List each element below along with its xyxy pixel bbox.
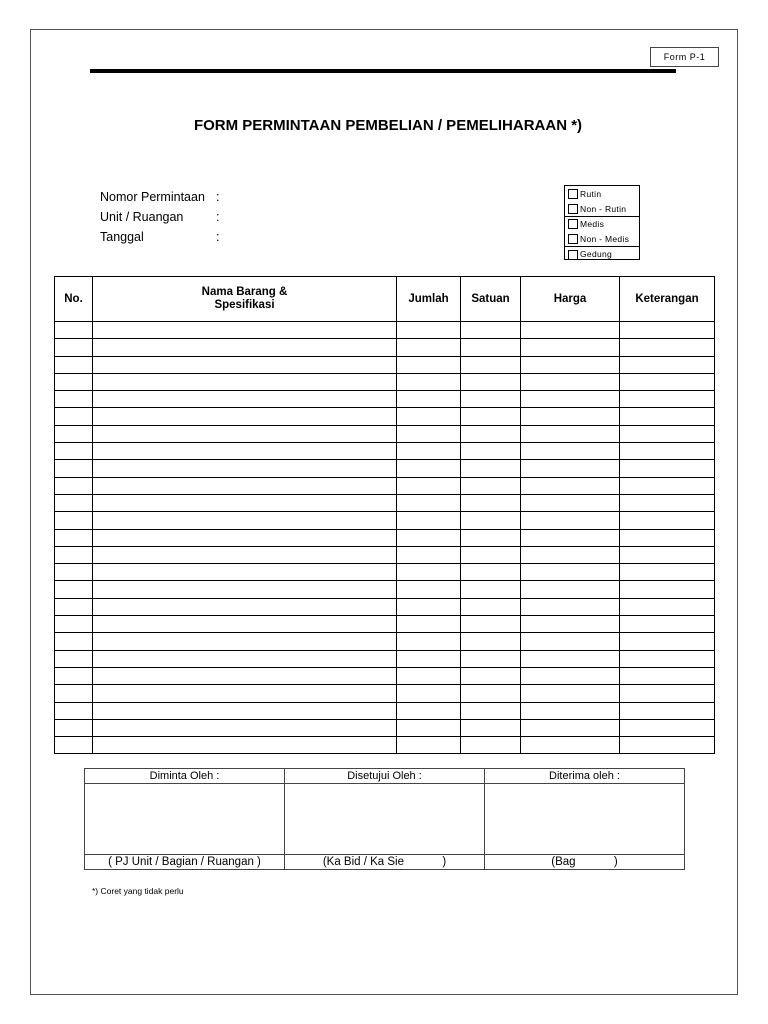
table-cell[interactable] [521,598,620,615]
table-cell[interactable] [397,737,461,754]
table-cell[interactable] [93,702,397,719]
table-cell[interactable] [620,564,715,581]
table-cell[interactable] [93,546,397,563]
table-cell[interactable] [55,702,93,719]
unit-room-row [100,207,219,227]
table-cell[interactable] [93,633,397,650]
table-cell[interactable] [521,391,620,408]
table-cell[interactable] [397,425,461,442]
table-cell[interactable] [397,373,461,390]
table-cell[interactable] [461,546,521,563]
footnote: *) Coret yang tidak perlu [92,886,184,896]
table-cell[interactable] [461,667,521,684]
table-row [55,408,715,425]
column-header-remarks: Keterangan [620,277,715,322]
table-cell[interactable] [397,512,461,529]
table-cell[interactable] [55,356,93,373]
table-row [55,339,715,356]
table-cell[interactable] [397,356,461,373]
table-cell[interactable] [521,529,620,546]
column-header-unit: Satuan [461,277,521,322]
table-row [55,425,715,442]
table-row [55,685,715,702]
table-cell[interactable] [521,373,620,390]
table-cell[interactable] [620,322,715,339]
checkbox-icon[interactable] [568,189,578,199]
requested-by-role: ( PJ Unit / Bagian / Ruangan ) [85,855,285,870]
column-header-no: No. [55,277,93,322]
table-cell[interactable] [93,650,397,667]
signature-header-row [85,769,685,784]
table-row [55,616,715,633]
table-cell[interactable] [93,425,397,442]
table-cell[interactable] [93,512,397,529]
table-cell[interactable] [461,564,521,581]
item-table [54,276,715,754]
received-by-label: Diterima oleh : [485,769,685,784]
table-cell[interactable] [521,546,620,563]
table-cell[interactable] [93,391,397,408]
table-cell[interactable] [461,356,521,373]
table-cell[interactable] [55,650,93,667]
table-cell[interactable] [521,685,620,702]
table-row [55,356,715,373]
table-row [55,477,715,494]
category-routine[interactable] [565,187,639,202]
table-cell[interactable] [461,494,521,511]
signature-footer-row [85,855,685,870]
table-cell[interactable] [521,425,620,442]
table-cell[interactable] [461,685,521,702]
table-cell[interactable] [620,719,715,736]
category-non-routine-label: Non - Rutin [580,203,627,214]
table-cell[interactable] [521,719,620,736]
table-cell[interactable] [55,494,93,511]
table-row [55,719,715,736]
checkbox-icon[interactable] [568,234,578,244]
table-cell[interactable] [620,391,715,408]
table-cell[interactable] [461,339,521,356]
table-cell[interactable] [461,408,521,425]
table-cell[interactable] [55,581,93,598]
table-cell[interactable] [93,667,397,684]
table-cell[interactable] [521,650,620,667]
table-cell[interactable] [620,356,715,373]
table-cell[interactable] [521,667,620,684]
request-info [100,187,219,247]
table-cell[interactable] [461,598,521,615]
table-cell[interactable] [55,512,93,529]
date-label: Tanggal [100,230,144,244]
category-non-medical-label: Non - Medis [580,233,630,244]
checkbox-icon[interactable] [568,250,578,260]
unit-room-label: Unit / Ruangan [100,210,184,224]
table-cell[interactable] [55,408,93,425]
table-cell[interactable] [93,616,397,633]
table-cell[interactable] [397,685,461,702]
checkbox-icon[interactable] [568,219,578,229]
table-cell[interactable] [93,719,397,736]
category-non-routine[interactable] [565,202,639,217]
category-building-label: Gedung [580,249,613,260]
form-title: FORM PERMINTAAN PEMBELIAN / PEMELIHARAAN *) [193,117,583,134]
table-cell[interactable] [461,477,521,494]
table-cell[interactable] [620,494,715,511]
table-cell[interactable] [620,477,715,494]
form-code: Form P-1 [650,47,719,67]
table-cell[interactable] [620,546,715,563]
table-cell[interactable] [93,529,397,546]
table-row [55,650,715,667]
table-cell[interactable] [55,443,93,460]
table-cell[interactable] [93,339,397,356]
table-cell[interactable] [55,477,93,494]
table-cell[interactable] [55,667,93,684]
table-cell[interactable] [461,425,521,442]
table-cell[interactable] [397,650,461,667]
table-cell[interactable] [521,477,620,494]
table-cell[interactable] [55,719,93,736]
table-cell[interactable] [521,494,620,511]
table-cell[interactable] [521,322,620,339]
table-cell[interactable] [461,373,521,390]
table-cell[interactable] [461,719,521,736]
table-cell[interactable] [521,564,620,581]
table-cell[interactable] [521,460,620,477]
signature-table [84,768,685,870]
date-colon: : [216,230,220,244]
table-row [55,373,715,390]
table-cell[interactable] [461,702,521,719]
table-row [55,494,715,511]
table-cell[interactable] [397,564,461,581]
item-rows [55,322,715,754]
table-cell[interactable] [397,598,461,615]
received-by-signature[interactable] [485,784,685,855]
table-row [55,512,715,529]
table-cell[interactable] [397,667,461,684]
table-cell[interactable] [461,737,521,754]
table-cell[interactable] [93,356,397,373]
table-cell[interactable] [461,443,521,460]
table-row [55,667,715,684]
table-cell[interactable] [620,650,715,667]
table-row [55,460,715,477]
table-cell[interactable] [93,322,397,339]
table-row [55,581,715,598]
table-cell[interactable] [397,633,461,650]
table-cell[interactable] [55,633,93,650]
table-cell[interactable] [55,616,93,633]
approved-by-signature[interactable] [285,784,485,855]
table-row [55,546,715,563]
table-cell[interactable] [397,477,461,494]
table-cell[interactable] [620,339,715,356]
table-cell[interactable] [55,373,93,390]
table-cell[interactable] [620,512,715,529]
table-cell[interactable] [521,737,620,754]
table-row [55,737,715,754]
table-cell[interactable] [55,425,93,442]
table-cell[interactable] [461,529,521,546]
table-cell[interactable] [521,581,620,598]
category-non-medical[interactable] [565,232,639,247]
table-cell[interactable] [620,702,715,719]
table-cell[interactable] [620,529,715,546]
column-header-quantity: Jumlah [397,277,461,322]
table-cell[interactable] [620,408,715,425]
request-number-label: Nomor Permintaan [100,190,205,204]
table-cell[interactable] [93,564,397,581]
table-cell[interactable] [620,373,715,390]
table-cell[interactable] [55,391,93,408]
table-header-row [55,277,715,322]
table-cell[interactable] [461,460,521,477]
table-cell[interactable] [55,598,93,615]
table-row [55,529,715,546]
table-cell[interactable] [93,494,397,511]
table-cell[interactable] [397,616,461,633]
table-cell[interactable] [620,598,715,615]
table-row [55,322,715,339]
table-cell[interactable] [620,685,715,702]
table-row [55,443,715,460]
table-cell[interactable] [93,581,397,598]
table-cell[interactable] [620,737,715,754]
request-number-row [100,187,219,207]
table-cell[interactable] [620,633,715,650]
approved-by-label: Disetujui Oleh : [285,769,485,784]
table-cell[interactable] [397,322,461,339]
request-number-colon: : [216,190,220,204]
table-cell[interactable] [620,667,715,684]
table-cell[interactable] [620,616,715,633]
table-cell[interactable] [93,685,397,702]
table-cell[interactable] [521,408,620,425]
table-row [55,391,715,408]
table-cell[interactable] [521,616,620,633]
table-cell[interactable] [397,339,461,356]
received-by-role: (Bag ) [485,855,685,870]
table-cell[interactable] [397,529,461,546]
requested-by-signature[interactable] [85,784,285,855]
table-cell[interactable] [55,339,93,356]
table-cell[interactable] [93,460,397,477]
table-cell[interactable] [521,702,620,719]
table-row [55,633,715,650]
table-cell[interactable] [93,408,397,425]
table-cell[interactable] [55,322,93,339]
category-routine-label: Rutin [580,189,602,199]
table-cell[interactable] [397,702,461,719]
table-cell[interactable] [461,391,521,408]
table-cell[interactable] [521,339,620,356]
top-rule [90,69,676,73]
table-cell[interactable] [620,460,715,477]
table-cell[interactable] [55,529,93,546]
table-cell[interactable] [461,512,521,529]
column-header-item-name [93,277,397,322]
table-cell[interactable] [55,737,93,754]
category-building[interactable] [565,246,639,262]
table-cell[interactable] [620,581,715,598]
table-cell[interactable] [521,512,620,529]
table-cell[interactable] [397,494,461,511]
table-cell[interactable] [521,633,620,650]
table-cell[interactable] [93,477,397,494]
table-cell[interactable] [461,616,521,633]
table-cell[interactable] [397,581,461,598]
table-cell[interactable] [55,460,93,477]
table-cell[interactable] [397,719,461,736]
table-cell[interactable] [461,633,521,650]
table-cell[interactable] [620,443,715,460]
approved-by-role: (Ka Bid / Ka Sie ) [285,855,485,870]
table-cell[interactable] [55,685,93,702]
table-cell[interactable] [521,356,620,373]
category-box [564,185,640,260]
requested-by-label: Diminta Oleh : [85,769,285,784]
unit-room-colon: : [216,210,220,224]
checkbox-icon[interactable] [568,204,578,214]
column-header-price: Harga [521,277,620,322]
table-cell[interactable] [397,443,461,460]
category-medical[interactable] [565,216,639,232]
table-row [55,564,715,581]
table-cell[interactable] [397,408,461,425]
table-row [55,702,715,719]
table-cell[interactable] [93,443,397,460]
date-row [100,227,219,247]
table-cell[interactable] [55,564,93,581]
table-row [55,598,715,615]
table-cell[interactable] [93,598,397,615]
table-cell[interactable] [93,737,397,754]
table-cell[interactable] [397,546,461,563]
table-cell[interactable] [521,443,620,460]
table-cell[interactable] [461,322,521,339]
table-cell[interactable] [461,581,521,598]
signature-space-row [85,784,685,855]
table-cell[interactable] [397,391,461,408]
table-cell[interactable] [620,425,715,442]
table-cell[interactable] [397,460,461,477]
table-cell[interactable] [55,546,93,563]
category-medical-label: Medis [580,219,605,230]
table-cell[interactable] [93,373,397,390]
table-cell[interactable] [461,650,521,667]
column-header-item-name-text: Nama Barang & Spesifikasi [201,286,288,311]
